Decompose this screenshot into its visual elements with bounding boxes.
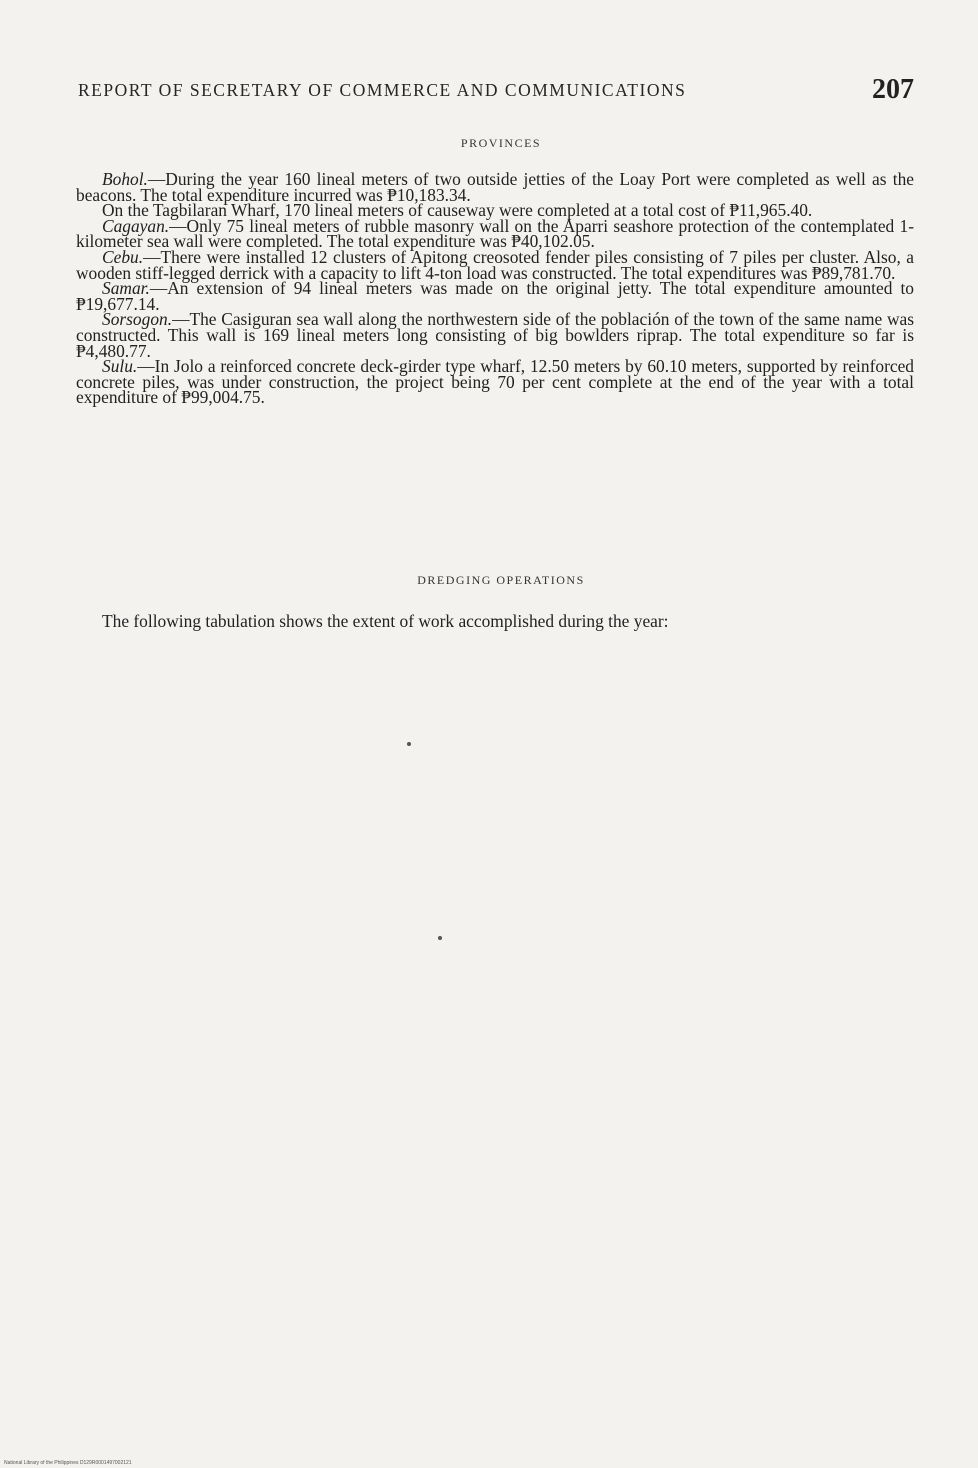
dredging-section-body <box>76 612 914 631</box>
paragraph-text: —An extension of 94 lineal meters was made on the original jetty. The total expenditure amounted to ₱19,677.14. <box>76 278 914 314</box>
paragraph-text: —During the year 160 lineal meters of two outside jetties of the Loay Port were completed as well as the beacons. The total expenditure incurred was ₱10,183.34. <box>76 169 914 205</box>
paragraph-text: On the Tagbilaran Wharf, 170 lineal meters of causeway were completed at a total cost of ₱11,965.40. <box>102 200 813 221</box>
ink-speck <box>438 936 442 940</box>
page-number: 207 <box>872 74 914 105</box>
paragraph-text: —The Casiguran sea wall along the northwestern side of the población of the town of the same name was constructed. This wall is 169 lineal meters long consisting of big bowlders riprap. The total expenditure so far is ₱4,480.77. <box>76 309 914 361</box>
section-heading-dredging: DREDGING OPERATIONS <box>417 573 585 587</box>
paragraph-sulu <box>76 356 914 408</box>
place-name: Sorsogon. <box>102 309 173 330</box>
place-name: Bohol. <box>102 169 148 189</box>
paragraph-samar <box>76 278 914 314</box>
paragraph-sorsogon <box>76 309 914 361</box>
place-name: Cagayan. <box>102 215 170 236</box>
section-heading-provinces: PROVINCES <box>460 136 542 150</box>
running-head <box>78 74 914 110</box>
paragraph-text: —There were installed 12 clusters of Apitong creosoted fender piles consisting of 7 piles per cluster. Also, a wooden stiff-legged derrick with a capacity to lift 4-ton load was constructed. The total expenditures was ₱89,781.70. <box>76 246 914 283</box>
paragraph-cagayan <box>76 215 914 252</box>
ink-speck <box>407 742 411 746</box>
paragraph-text: —Only 75 lineal meters of rubble masonry wall on the Aparri seashore protection of the contemplated 1-kilometer sea wall were completed. The total expenditure was ₱40,102.05. <box>76 215 914 252</box>
place-name: Samar. <box>102 278 150 299</box>
provinces-section-body <box>76 169 914 408</box>
paragraph-cebu <box>76 246 914 283</box>
paragraph-text: —In Jolo a reinforced concrete deck-girder type wharf, 12.50 meters by 60.10 meters, supported by reinforced concrete piles, was under construction, the project being 70 per cent complete at the end of the year with a total expenditure of ₱99,004.75. <box>76 356 914 408</box>
scan-footer-note: National Library of the Philippines D129R0001497002121 <box>4 1460 132 1466</box>
paragraph-bohol <box>76 169 914 205</box>
paragraph-dredging: The following tabulation shows the extent of work accomplished during the year: <box>102 611 669 631</box>
place-name: Sulu. <box>102 356 138 377</box>
running-title: REPORT OF SECRETARY OF COMMERCE AND COMMUNICATIONS <box>78 80 687 100</box>
place-name: Cebu. <box>102 246 144 267</box>
